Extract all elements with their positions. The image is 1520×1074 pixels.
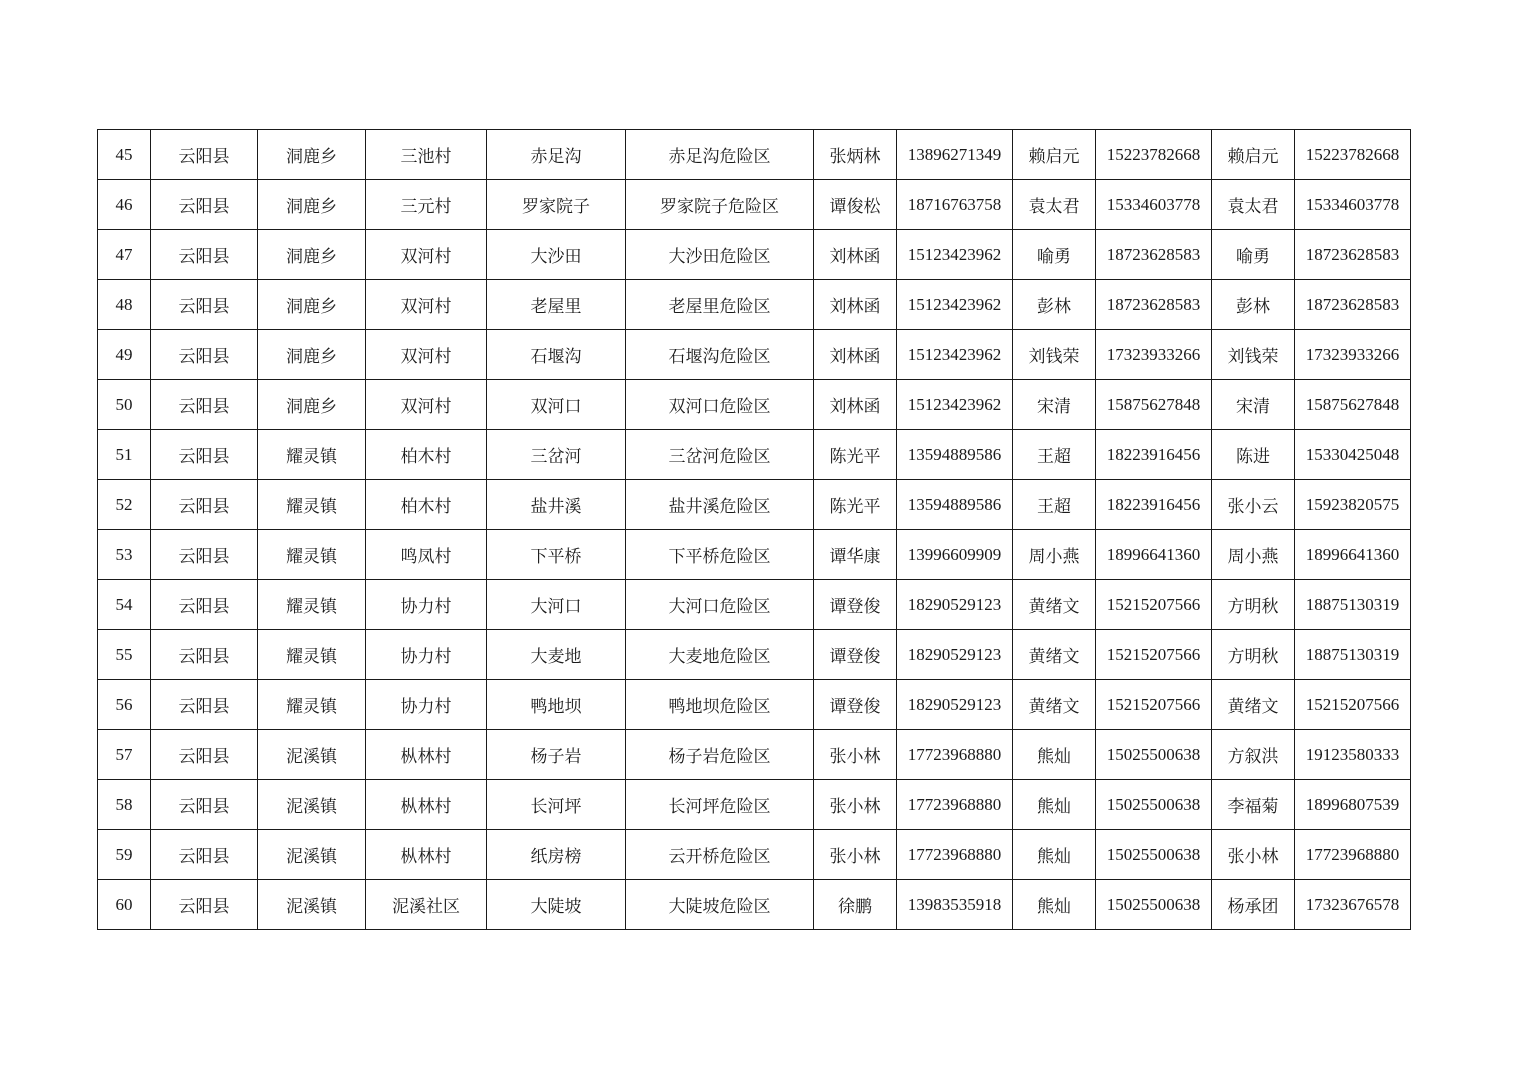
contact-b-name-cell: 王超: [1013, 480, 1096, 530]
county-cell: 云阳县: [151, 380, 258, 430]
contact-c-phone-cell: 15330425048: [1295, 430, 1411, 480]
contact-c-name-cell: 方叙洪: [1212, 730, 1295, 780]
village-cell: 协力村: [366, 630, 487, 680]
contact-b-phone-cell: 18223916456: [1096, 430, 1212, 480]
location-cell: 杨子岩: [487, 730, 626, 780]
county-cell: 云阳县: [151, 280, 258, 330]
contact-a-name-cell: 谭登俊: [814, 680, 897, 730]
contact-b-name-cell: 熊灿: [1013, 880, 1096, 930]
contact-a-name-cell: 刘林函: [814, 280, 897, 330]
contact-b-name-cell: 黄绪文: [1013, 680, 1096, 730]
contact-b-phone-cell: 15215207566: [1096, 680, 1212, 730]
contact-c-phone-cell: 15223782668: [1295, 130, 1411, 180]
contact-a-name-cell: 刘林函: [814, 330, 897, 380]
contact-a-phone-cell: 15123423962: [897, 230, 1013, 280]
village-cell: 三元村: [366, 180, 487, 230]
township-cell: 耀灵镇: [258, 580, 366, 630]
contact-a-name-cell: 陈光平: [814, 480, 897, 530]
row-number-cell: 51: [98, 430, 151, 480]
row-number-cell: 56: [98, 680, 151, 730]
danger-zone-cell: 鸭地坝危险区: [626, 680, 814, 730]
row-number-cell: 55: [98, 630, 151, 680]
location-cell: 赤足沟: [487, 130, 626, 180]
contact-b-phone-cell: 15025500638: [1096, 830, 1212, 880]
danger-zone-cell: 赤足沟危险区: [626, 130, 814, 180]
contact-a-phone-cell: 17723968880: [897, 730, 1013, 780]
contact-c-phone-cell: 17323676578: [1295, 880, 1411, 930]
contact-b-phone-cell: 15334603778: [1096, 180, 1212, 230]
county-cell: 云阳县: [151, 530, 258, 580]
village-cell: 柏木村: [366, 480, 487, 530]
row-number-cell: 58: [98, 780, 151, 830]
contact-c-name-cell: 刘钱荣: [1212, 330, 1295, 380]
contact-c-name-cell: 周小燕: [1212, 530, 1295, 580]
table-row: [98, 730, 1411, 780]
table-row: [98, 880, 1411, 930]
county-cell: 云阳县: [151, 830, 258, 880]
township-cell: 洞鹿乡: [258, 380, 366, 430]
row-number-cell: 60: [98, 880, 151, 930]
contact-a-name-cell: 陈光平: [814, 430, 897, 480]
row-number-cell: 48: [98, 280, 151, 330]
village-cell: 双河村: [366, 330, 487, 380]
row-number-cell: 53: [98, 530, 151, 580]
table-row: [98, 680, 1411, 730]
location-cell: 老屋里: [487, 280, 626, 330]
village-cell: 枞林村: [366, 780, 487, 830]
contact-b-phone-cell: 15215207566: [1096, 580, 1212, 630]
location-cell: 大陡坡: [487, 880, 626, 930]
danger-zone-cell: 罗家院子危险区: [626, 180, 814, 230]
danger-zone-cell: 双河口危险区: [626, 380, 814, 430]
county-cell: 云阳县: [151, 130, 258, 180]
danger-zone-cell: 大沙田危险区: [626, 230, 814, 280]
contact-a-name-cell: 谭华康: [814, 530, 897, 580]
contact-b-phone-cell: 18996641360: [1096, 530, 1212, 580]
table-row: [98, 530, 1411, 580]
table-row: [98, 480, 1411, 530]
location-cell: 大麦地: [487, 630, 626, 680]
contact-c-phone-cell: 19123580333: [1295, 730, 1411, 780]
township-cell: 洞鹿乡: [258, 180, 366, 230]
contact-b-phone-cell: 15025500638: [1096, 780, 1212, 830]
contact-b-phone-cell: 15215207566: [1096, 630, 1212, 680]
county-cell: 云阳县: [151, 630, 258, 680]
row-number-cell: 47: [98, 230, 151, 280]
contact-a-phone-cell: 13594889586: [897, 480, 1013, 530]
contact-a-phone-cell: 17723968880: [897, 780, 1013, 830]
row-number-cell: 45: [98, 130, 151, 180]
contact-c-phone-cell: 17723968880: [1295, 830, 1411, 880]
village-cell: 双河村: [366, 280, 487, 330]
contact-a-phone-cell: 13983535918: [897, 880, 1013, 930]
contact-c-name-cell: 方明秋: [1212, 630, 1295, 680]
location-cell: 纸房榜: [487, 830, 626, 880]
contact-a-name-cell: 张小林: [814, 780, 897, 830]
township-cell: 耀灵镇: [258, 480, 366, 530]
contact-a-name-cell: 谭俊松: [814, 180, 897, 230]
contact-c-phone-cell: 15334603778: [1295, 180, 1411, 230]
county-cell: 云阳县: [151, 430, 258, 480]
location-cell: 盐井溪: [487, 480, 626, 530]
contact-a-name-cell: 谭登俊: [814, 580, 897, 630]
county-cell: 云阳县: [151, 780, 258, 830]
contact-b-phone-cell: 18723628583: [1096, 280, 1212, 330]
danger-zone-cell: 大麦地危险区: [626, 630, 814, 680]
contact-a-phone-cell: 13594889586: [897, 430, 1013, 480]
contact-b-phone-cell: 18223916456: [1096, 480, 1212, 530]
table-row: [98, 180, 1411, 230]
table-row: [98, 430, 1411, 480]
contact-a-name-cell: 刘林函: [814, 230, 897, 280]
contact-b-name-cell: 熊灿: [1013, 830, 1096, 880]
danger-zone-cell: 盐井溪危险区: [626, 480, 814, 530]
contact-c-phone-cell: 18723628583: [1295, 230, 1411, 280]
contact-b-name-cell: 赖启元: [1013, 130, 1096, 180]
danger-zone-cell: 长河坪危险区: [626, 780, 814, 830]
contact-a-phone-cell: 18290529123: [897, 680, 1013, 730]
contact-b-name-cell: 喻勇: [1013, 230, 1096, 280]
danger-zone-cell: 大河口危险区: [626, 580, 814, 630]
township-cell: 泥溪镇: [258, 730, 366, 780]
contact-table: [97, 129, 1411, 930]
contact-c-name-cell: 方明秋: [1212, 580, 1295, 630]
table-row: [98, 280, 1411, 330]
contact-b-name-cell: 彭林: [1013, 280, 1096, 330]
table-row: [98, 630, 1411, 680]
contact-b-phone-cell: 15025500638: [1096, 730, 1212, 780]
contact-a-phone-cell: 17723968880: [897, 830, 1013, 880]
location-cell: 双河口: [487, 380, 626, 430]
table-row: [98, 130, 1411, 180]
danger-zone-cell: 石堰沟危险区: [626, 330, 814, 380]
county-cell: 云阳县: [151, 880, 258, 930]
contact-a-phone-cell: 18716763758: [897, 180, 1013, 230]
village-cell: 柏木村: [366, 430, 487, 480]
village-cell: 协力村: [366, 580, 487, 630]
contact-a-name-cell: 徐鹏: [814, 880, 897, 930]
table-row: [98, 380, 1411, 430]
contact-c-phone-cell: 18875130319: [1295, 580, 1411, 630]
danger-zone-cell: 三岔河危险区: [626, 430, 814, 480]
danger-zone-cell: 老屋里危险区: [626, 280, 814, 330]
contact-a-phone-cell: 15123423962: [897, 380, 1013, 430]
row-number-cell: 50: [98, 380, 151, 430]
table-row: [98, 330, 1411, 380]
contact-c-phone-cell: 18723628583: [1295, 280, 1411, 330]
contact-b-name-cell: 周小燕: [1013, 530, 1096, 580]
danger-zone-cell: 大陡坡危险区: [626, 880, 814, 930]
contact-c-name-cell: 宋清: [1212, 380, 1295, 430]
county-cell: 云阳县: [151, 180, 258, 230]
village-cell: 双河村: [366, 230, 487, 280]
township-cell: 泥溪镇: [258, 880, 366, 930]
contact-c-name-cell: 彭林: [1212, 280, 1295, 330]
contact-b-name-cell: 刘钱荣: [1013, 330, 1096, 380]
contact-c-name-cell: 张小云: [1212, 480, 1295, 530]
contact-c-phone-cell: 15215207566: [1295, 680, 1411, 730]
table-body: [98, 130, 1411, 930]
contact-c-phone-cell: 17323933266: [1295, 330, 1411, 380]
township-cell: 耀灵镇: [258, 630, 366, 680]
row-number-cell: 46: [98, 180, 151, 230]
township-cell: 洞鹿乡: [258, 230, 366, 280]
contact-a-name-cell: 张炳林: [814, 130, 897, 180]
contact-b-phone-cell: 17323933266: [1096, 330, 1212, 380]
township-cell: 耀灵镇: [258, 680, 366, 730]
contact-b-name-cell: 王超: [1013, 430, 1096, 480]
table-row: [98, 830, 1411, 880]
contact-b-phone-cell: 15223782668: [1096, 130, 1212, 180]
county-cell: 云阳县: [151, 480, 258, 530]
village-cell: 协力村: [366, 680, 487, 730]
township-cell: 洞鹿乡: [258, 330, 366, 380]
contact-a-name-cell: 谭登俊: [814, 630, 897, 680]
contact-b-name-cell: 熊灿: [1013, 780, 1096, 830]
contact-a-phone-cell: 18290529123: [897, 630, 1013, 680]
location-cell: 鸭地坝: [487, 680, 626, 730]
contact-c-name-cell: 李福菊: [1212, 780, 1295, 830]
village-cell: 枞林村: [366, 830, 487, 880]
village-cell: 双河村: [366, 380, 487, 430]
contact-c-phone-cell: 15875627848: [1295, 380, 1411, 430]
contact-a-phone-cell: 13896271349: [897, 130, 1013, 180]
contact-c-name-cell: 张小林: [1212, 830, 1295, 880]
contact-b-phone-cell: 15025500638: [1096, 880, 1212, 930]
township-cell: 泥溪镇: [258, 830, 366, 880]
row-number-cell: 54: [98, 580, 151, 630]
contact-a-phone-cell: 15123423962: [897, 280, 1013, 330]
danger-zone-cell: 杨子岩危险区: [626, 730, 814, 780]
contact-c-name-cell: 杨承团: [1212, 880, 1295, 930]
contact-b-name-cell: 黄绪文: [1013, 580, 1096, 630]
contact-a-name-cell: 张小林: [814, 730, 897, 780]
county-cell: 云阳县: [151, 330, 258, 380]
location-cell: 下平桥: [487, 530, 626, 580]
contact-c-name-cell: 喻勇: [1212, 230, 1295, 280]
township-cell: 洞鹿乡: [258, 130, 366, 180]
row-number-cell: 52: [98, 480, 151, 530]
contact-a-phone-cell: 15123423962: [897, 330, 1013, 380]
danger-zone-cell: 下平桥危险区: [626, 530, 814, 580]
contact-a-name-cell: 张小林: [814, 830, 897, 880]
contact-c-phone-cell: 18875130319: [1295, 630, 1411, 680]
contact-c-name-cell: 陈进: [1212, 430, 1295, 480]
county-cell: 云阳县: [151, 230, 258, 280]
contact-c-name-cell: 赖启元: [1212, 130, 1295, 180]
contact-b-name-cell: 熊灿: [1013, 730, 1096, 780]
township-cell: 耀灵镇: [258, 430, 366, 480]
contact-b-name-cell: 黄绪文: [1013, 630, 1096, 680]
village-cell: 枞林村: [366, 730, 487, 780]
row-number-cell: 49: [98, 330, 151, 380]
village-cell: 三池村: [366, 130, 487, 180]
contact-a-name-cell: 刘林函: [814, 380, 897, 430]
township-cell: 耀灵镇: [258, 530, 366, 580]
row-number-cell: 59: [98, 830, 151, 880]
contact-b-name-cell: 袁太君: [1013, 180, 1096, 230]
table-row: [98, 780, 1411, 830]
township-cell: 洞鹿乡: [258, 280, 366, 330]
contact-b-phone-cell: 18723628583: [1096, 230, 1212, 280]
contact-c-phone-cell: 18996641360: [1295, 530, 1411, 580]
location-cell: 大河口: [487, 580, 626, 630]
township-cell: 泥溪镇: [258, 780, 366, 830]
contact-b-phone-cell: 15875627848: [1096, 380, 1212, 430]
location-cell: 长河坪: [487, 780, 626, 830]
location-cell: 石堰沟: [487, 330, 626, 380]
contact-c-name-cell: 黄绪文: [1212, 680, 1295, 730]
county-cell: 云阳县: [151, 680, 258, 730]
table-row: [98, 230, 1411, 280]
contact-b-name-cell: 宋清: [1013, 380, 1096, 430]
table-row: [98, 580, 1411, 630]
location-cell: 大沙田: [487, 230, 626, 280]
village-cell: 鸣凤村: [366, 530, 487, 580]
location-cell: 罗家院子: [487, 180, 626, 230]
county-cell: 云阳县: [151, 730, 258, 780]
row-number-cell: 57: [98, 730, 151, 780]
county-cell: 云阳县: [151, 580, 258, 630]
contact-c-name-cell: 袁太君: [1212, 180, 1295, 230]
contact-c-phone-cell: 15923820575: [1295, 480, 1411, 530]
location-cell: 三岔河: [487, 430, 626, 480]
contact-c-phone-cell: 18996807539: [1295, 780, 1411, 830]
contact-a-phone-cell: 18290529123: [897, 580, 1013, 630]
contact-a-phone-cell: 13996609909: [897, 530, 1013, 580]
village-cell: 泥溪社区: [366, 880, 487, 930]
danger-zone-cell: 云开桥危险区: [626, 830, 814, 880]
